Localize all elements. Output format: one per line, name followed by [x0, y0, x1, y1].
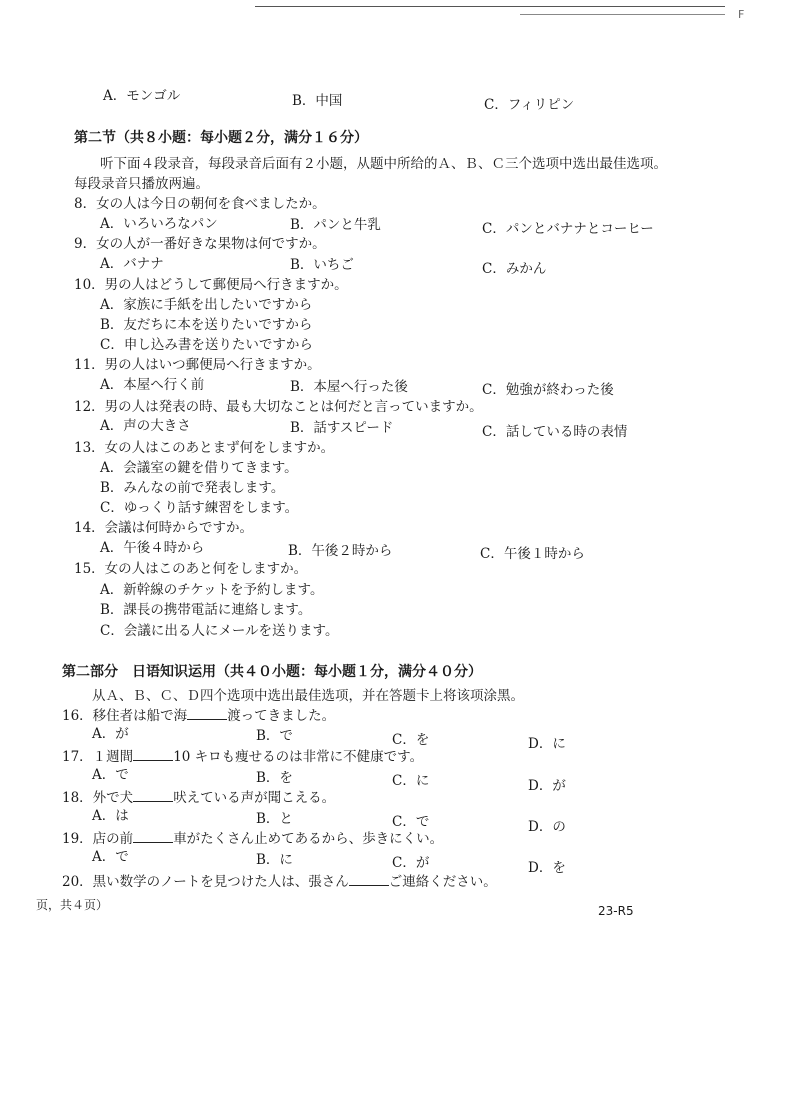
q19-option-d: D．を [528, 860, 566, 876]
q11-stem: 11．男の人はいつ郵便局へ行きますか。 [74, 357, 321, 373]
q17-option-a: A．で [92, 767, 129, 783]
q19-answer-blank [133, 830, 173, 843]
q13-option-a: A．会議室の鍵を借りてきます。 [100, 460, 298, 476]
q17-answer-blank [133, 748, 173, 761]
q12-option-c: C．話している時の表情 [482, 424, 628, 440]
q11-option-c: C．勉強が終わった後 [482, 382, 614, 398]
footer-code: 23-R5 [598, 904, 634, 918]
section2-title: 第二节（共８小题：每小题２分，满分１６分） [74, 130, 368, 146]
q14-stem: 14．会議は何時からですか。 [74, 520, 254, 536]
q19-stem-post: 車がたくさん止めてあるから、歩きにくい。 [173, 831, 444, 847]
q18-option-d: D．の [528, 819, 566, 835]
q17-stem-pre: 17．１週間 [62, 749, 134, 765]
q13-option-b: B．みんなの前で発表します。 [100, 480, 285, 496]
q10-option-b: B．友だちに本を送りたいですから [100, 317, 313, 333]
q15-option-a: A．新幹線のチケットを予約します。 [100, 582, 324, 598]
q9-option-b: B．いちご [290, 257, 354, 273]
q15-stem: 15．女の人はこのあと何をしますか。 [74, 561, 308, 577]
q10-stem: 10．男の人はどうして郵便局へ行きますか。 [74, 277, 348, 293]
q17-stem-post: 10 キロも痩せるのは非常に不健康です。 [173, 749, 424, 765]
section2-instruction-1: 听下面４段录音，每段录音后面有２小题，从题中所给的Ａ、Ｂ、Ｃ三个选项中选出最佳选项。 [100, 156, 667, 172]
q19-option-c: C．が [392, 855, 430, 871]
q18-stem [62, 786, 335, 806]
q10-option-c: C．申し込み書を送りたいですから [100, 337, 313, 353]
q18-option-b: B．と [256, 811, 293, 827]
q20-answer-blank [349, 873, 389, 886]
q20-stem [62, 870, 497, 890]
q8-option-c: C．パンとバナナとコーヒー [482, 221, 654, 237]
q7-option-a: A．モンゴル [103, 88, 181, 104]
q17-stem [62, 745, 423, 765]
q14-option-c: C．午後１時から [480, 546, 585, 562]
q13-option-c: C．ゆっくり話す練習をします。 [100, 500, 299, 516]
q15-option-c: C．会議に出る人にメールを送ります。 [100, 623, 339, 639]
q16-answer-blank [187, 707, 227, 720]
q16-stem [62, 704, 335, 724]
q13-stem: 13．女の人はこのあとまず何をしますか。 [74, 440, 335, 456]
q19-option-b: B．に [256, 852, 293, 868]
q20-stem-pre: 20．黒い数学のノートを見つけた人は、張さん [62, 874, 349, 890]
q16-option-d: D．に [528, 736, 566, 752]
q8-option-b: B．パンと牛乳 [290, 217, 381, 233]
q19-stem [62, 827, 443, 847]
q14-option-a: A．午後４時から [100, 540, 205, 556]
q7-option-c: C．フィリピン [484, 97, 575, 113]
q16-option-a: A．が [92, 726, 129, 742]
q16-option-b: B．で [256, 728, 293, 744]
q18-stem-pre: 18．外で犬 [62, 790, 134, 806]
part2-instruction: 从Ａ、Ｂ、Ｃ、Ｄ四个选项中选出最佳选项，并在答题卡上将该项涂黑。 [92, 688, 524, 704]
q18-answer-blank [133, 789, 173, 802]
q19-option-a: A．で [92, 849, 129, 865]
q16-stem-post: 渡ってきました。 [227, 708, 336, 724]
q20-stem-post: ご連絡ください。 [388, 874, 497, 890]
q15-option-b: B．課長の携帯電話に連絡します。 [100, 602, 312, 618]
q12-option-b: B．話すスピード [290, 420, 394, 436]
q16-option-c: C．を [392, 732, 430, 748]
q8-stem: 8．女の人は今日の朝何を食べましたか。 [74, 196, 326, 212]
q18-option-c: C．で [392, 814, 430, 830]
q9-option-c: C．みかん [482, 261, 547, 277]
q16-stem-pre: 16．移住者は船で海 [62, 708, 188, 724]
q9-stem: 9．女の人が一番好きな果物は何ですか。 [74, 236, 326, 252]
footer-page-count: 页，共４页） [36, 898, 109, 912]
header-mark: F [738, 8, 745, 21]
part2-title: 第二部分 日语知识运用（共４０小题：每小题１分，满分４０分） [62, 664, 482, 680]
q14-option-b: B．午後２時から [288, 543, 393, 559]
q18-stem-post: 吠えている声が聞こえる。 [173, 790, 336, 806]
q12-option-a: A．声の大きさ [100, 418, 191, 434]
q17-option-c: C．に [392, 773, 430, 789]
q8-option-a: A．いろいろなパン [100, 216, 218, 232]
q12-stem: 12．男の人は発表の時、最も大切なことは何だと言っていますか。 [74, 399, 483, 415]
q7-option-b: B．中国 [292, 93, 343, 109]
q17-option-d: D．が [528, 778, 566, 794]
section2-instruction-2: 每段录音只播放两遍。 [74, 176, 209, 192]
q11-option-b: B．本屋へ行った後 [290, 379, 408, 395]
q10-option-a: A．家族に手紙を出したいですから [100, 297, 313, 313]
q11-option-a: A．本屋へ行く前 [100, 377, 205, 393]
q19-stem-pre: 19．店の前 [62, 831, 134, 847]
q9-option-a: A．バナナ [100, 256, 164, 272]
q18-option-a: A．は [92, 808, 129, 824]
q17-option-b: B．を [256, 770, 293, 786]
